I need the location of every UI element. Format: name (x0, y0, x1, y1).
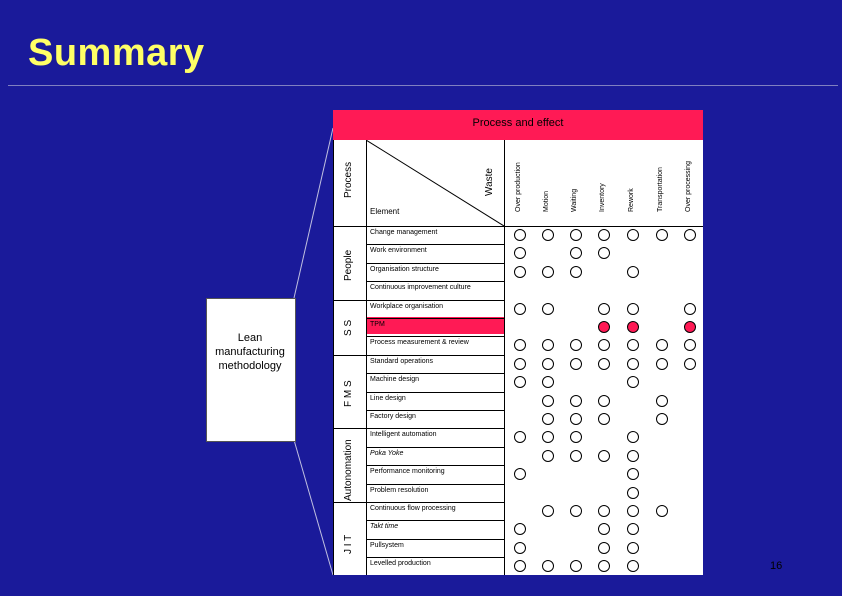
circle-mark (627, 266, 639, 278)
column-header: Waiting (571, 188, 578, 212)
grid-vline (333, 140, 334, 575)
circle-mark (542, 358, 554, 370)
circle-mark (542, 395, 554, 407)
row-label: Problem resolution (370, 486, 429, 494)
circle-mark (656, 505, 668, 517)
circle-mark (627, 450, 639, 462)
grid-hline (366, 355, 504, 356)
grid-hline (366, 281, 504, 282)
grid-hline (333, 226, 703, 227)
grid-hline (366, 263, 504, 264)
circle-mark (570, 395, 582, 407)
group-label: Autonomation (343, 439, 354, 502)
grid-hline (366, 539, 504, 540)
circle-mark (656, 395, 668, 407)
row-label: Workplace organisation (370, 302, 444, 310)
circle-mark (514, 358, 526, 370)
grid-hline (366, 428, 504, 429)
page-number: 16 (770, 560, 783, 572)
circle-mark (514, 542, 526, 554)
row-label: Performance monitoring (370, 468, 445, 476)
row-label: Continuous improvement culture (370, 284, 471, 292)
slide-title: Summary (28, 32, 205, 74)
circle-mark (627, 229, 639, 241)
grid-hline (366, 392, 504, 393)
group-label: S S (343, 320, 354, 337)
circle-mark (570, 505, 582, 517)
circle-mark (598, 229, 610, 241)
row-label: Machine design (370, 376, 420, 384)
circle-mark (627, 487, 639, 499)
column-header: Over production (515, 162, 522, 212)
process-effect-label: Process and effect (472, 117, 564, 129)
circle-mark (570, 450, 582, 462)
column-header: Inventory (599, 183, 606, 212)
circle-mark (514, 303, 526, 315)
circle-mark (684, 358, 696, 370)
circle-mark (598, 358, 610, 370)
row-label: Intelligent automation (370, 431, 437, 439)
element-label: Element (370, 207, 400, 216)
circle-mark (598, 303, 610, 315)
column-header: Motion (543, 190, 550, 212)
row-label: Work environment (370, 247, 427, 255)
filled-circle-mark (598, 321, 610, 333)
grid-hline (366, 502, 504, 503)
row-label: Levelled production (370, 560, 431, 568)
grid-hline (366, 318, 504, 319)
row-label: Continuous flow processing (370, 505, 456, 512)
circle-mark (514, 229, 526, 241)
filled-circle-mark (627, 321, 639, 333)
circle-mark (627, 303, 639, 315)
circle-mark (570, 229, 582, 241)
circle-mark (627, 358, 639, 370)
group-label: People (343, 249, 354, 281)
circle-mark (514, 266, 526, 278)
row-label: Line design (370, 394, 406, 402)
circle-mark (656, 413, 668, 425)
circle-mark (656, 229, 668, 241)
row-label: Organisation structure (370, 265, 439, 273)
group-label: J I T (343, 534, 354, 554)
circle-mark (542, 303, 554, 315)
filled-circle-mark (684, 321, 696, 333)
circle-mark (570, 413, 582, 425)
grid-hline (366, 300, 504, 301)
circle-mark (570, 358, 582, 370)
circle-mark (598, 542, 610, 554)
circle-mark (627, 542, 639, 554)
row-label: Change management (370, 229, 438, 236)
circle-mark (542, 266, 554, 278)
grid-hline (366, 373, 504, 374)
lean-label: Lean manufacturing methodology (215, 332, 285, 372)
circle-mark (542, 229, 554, 241)
column-header: Rework (628, 188, 635, 212)
circle-mark (598, 450, 610, 462)
circle-mark (598, 505, 610, 517)
row-label: Poka Yoke (370, 449, 404, 457)
process-effect-header (333, 110, 703, 140)
row-label: Factory design (370, 413, 416, 420)
circle-mark (684, 303, 696, 315)
group-label: F M S (343, 379, 354, 407)
tpm-highlight (366, 317, 504, 334)
column-header: Over processing (685, 161, 692, 212)
grid-hline (366, 484, 504, 485)
column-header: Transportation (657, 167, 664, 212)
row-label: Process measurement & review (370, 339, 469, 347)
circle-mark (598, 413, 610, 425)
grid-hline (366, 465, 504, 466)
grid-hline (366, 410, 504, 411)
process-label: Process (343, 161, 354, 198)
circle-mark (598, 395, 610, 407)
grid-hline (366, 520, 504, 521)
row-label: TPM (370, 321, 385, 328)
circle-mark (627, 505, 639, 517)
grid-hline (366, 447, 504, 448)
waste-label: Waste (484, 168, 495, 196)
circle-mark (684, 229, 696, 241)
grid-hline (366, 336, 504, 337)
grid-vline (504, 140, 505, 575)
circle-mark (542, 450, 554, 462)
grid-hline (366, 557, 504, 558)
grid-hline (366, 244, 504, 245)
row-label: Pullsystem (370, 541, 404, 549)
circle-mark (542, 505, 554, 517)
circle-mark (542, 413, 554, 425)
circle-mark (570, 266, 582, 278)
row-label: Takt time (370, 523, 399, 531)
circle-mark (656, 358, 668, 370)
row-label: Standard operations (370, 357, 434, 365)
